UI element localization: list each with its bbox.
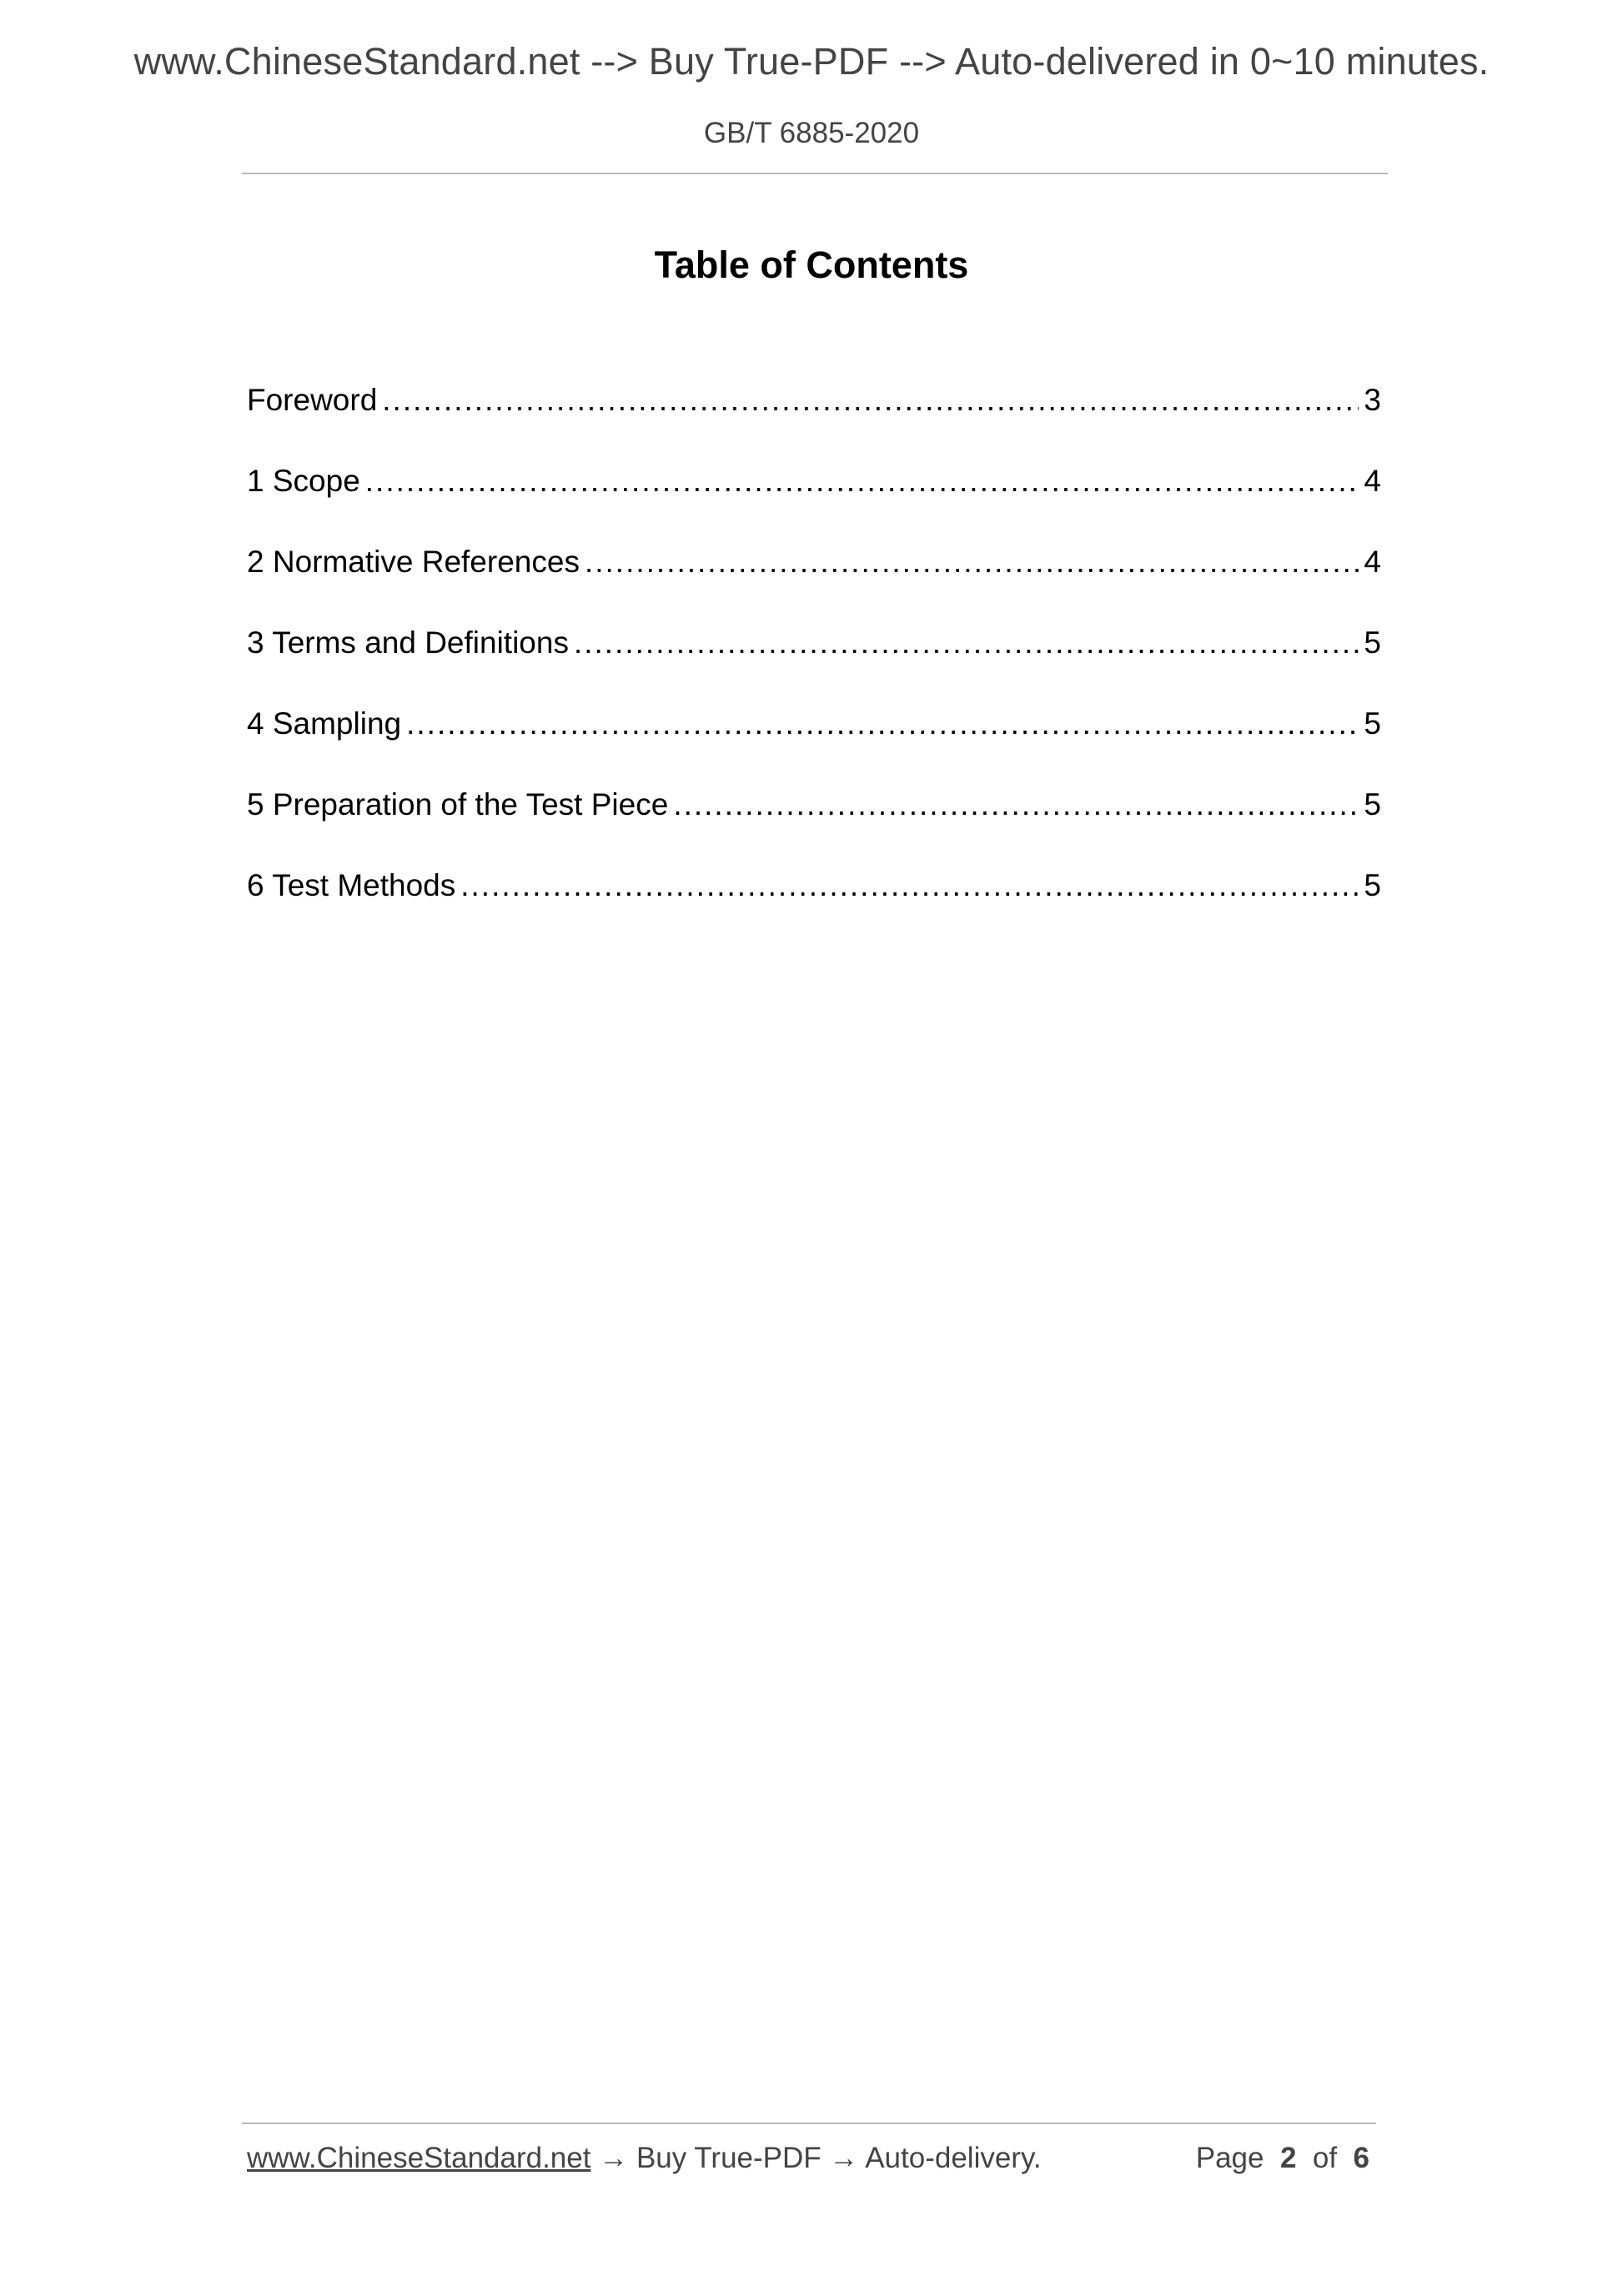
toc-list: [247, 379, 1381, 946]
toc-entry-label: 3 Terms and Definitions: [247, 625, 569, 660]
header-divider: [242, 173, 1388, 174]
page-footer: [247, 2142, 1376, 2183]
toc-entry-sampling[interactable]: [247, 703, 1381, 784]
toc-entry-page: 4: [1364, 545, 1381, 579]
toc-entry-page: 4: [1364, 464, 1381, 498]
current-page-number: 2: [1279, 2142, 1297, 2174]
toc-entry-page: 5: [1364, 706, 1381, 741]
toc-entry-scope[interactable]: [247, 460, 1381, 541]
toc-entry-page: 3: [1364, 383, 1381, 417]
toc-entry-label: 5 Preparation of the Test Piece: [247, 787, 669, 821]
toc-entry-normative-references[interactable]: [247, 541, 1381, 622]
total-pages: 6: [1353, 2142, 1369, 2174]
footer-divider: [242, 2123, 1376, 2124]
arrow-right-icon: →: [599, 2142, 629, 2174]
toc-dot-leader: [673, 784, 1359, 826]
toc-entry-page: 5: [1364, 787, 1381, 821]
page-label: Page: [1195, 2142, 1264, 2174]
toc-entry-label: 1 Scope: [247, 464, 360, 498]
footer-site-link[interactable]: www.ChineseStandard.net: [247, 2142, 591, 2174]
toc-dot-leader: [460, 865, 1359, 907]
toc-entry-label: 2 Normative References: [247, 545, 580, 579]
toc-dot-leader: [574, 622, 1359, 664]
toc-entry-label: 4 Sampling: [247, 706, 402, 741]
footer-promo: [247, 2142, 1042, 2175]
toc-entry-page: 5: [1364, 868, 1381, 902]
of-label: of: [1312, 2142, 1338, 2174]
toc-dot-leader: [585, 541, 1359, 583]
toc-entry-foreword[interactable]: [247, 379, 1381, 460]
site-banner: www.ChineseStandard.net --> Buy True-PDF --> Auto-delivered in 0~10 minutes.: [133, 40, 1490, 83]
arrow-right-icon: →: [829, 2142, 859, 2174]
toc-entry-preparation-test-piece[interactable]: [247, 784, 1381, 865]
toc-entry-page: 5: [1364, 625, 1381, 660]
toc-entry-test-methods[interactable]: [247, 865, 1381, 946]
toc-dot-leader: [382, 379, 1359, 421]
standard-code: GB/T 6885-2020: [703, 117, 920, 149]
page-indicator: [1196, 2142, 1369, 2175]
toc-dot-leader: [406, 703, 1359, 745]
toc-dot-leader: [365, 460, 1359, 502]
toc-entry-label: 6 Test Methods: [247, 868, 456, 902]
toc-title: Table of Contents: [654, 244, 969, 286]
footer-buy-text: Buy True-PDF: [636, 2142, 822, 2174]
toc-entry-label: Foreword: [247, 383, 378, 417]
toc-entry-terms-definitions[interactable]: [247, 622, 1381, 703]
footer-delivery-text: Auto-delivery.: [865, 2142, 1042, 2174]
